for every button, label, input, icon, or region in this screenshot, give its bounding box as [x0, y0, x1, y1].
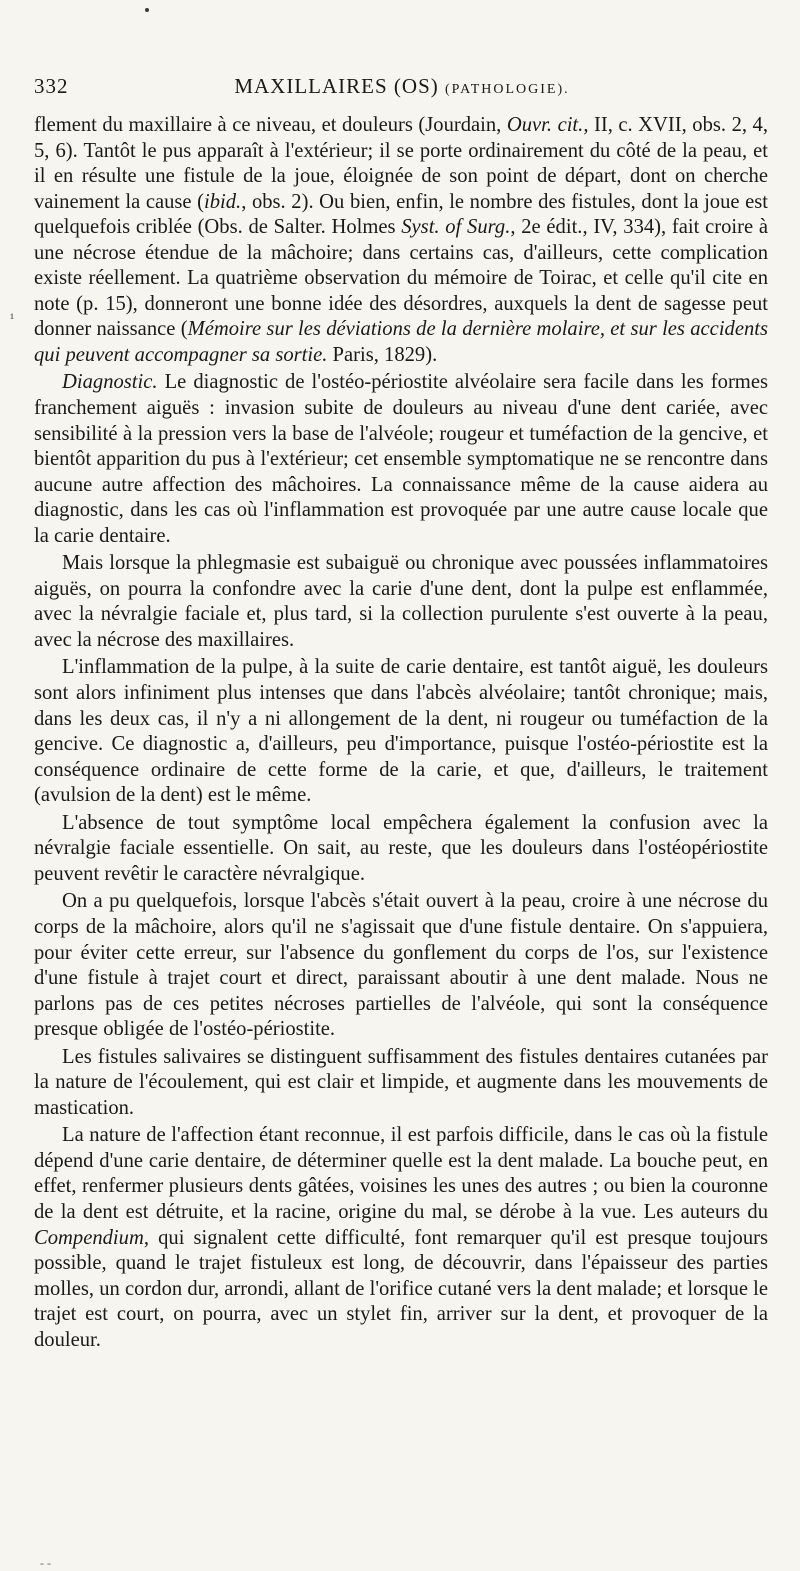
paragraph-8 [34, 1123, 768, 1353]
paragraph-3: Mais lorsque la phlegmasie est subaiguë ou chronique avec poussées inflammatoires aiguës, on pourra la confondre avec la carie d'une dent, dont la pulpe est enflammée, avec la névralgie faciale et, plus tard, si la collection purulente s'est ouverte à la peau, avec la nécrose des maxillaires. [34, 552, 768, 651]
running-title [34, 74, 770, 99]
paragraph-diagnostic [34, 370, 768, 549]
text-run: , obs. 2). Ou bien, enfin, le nombre des fistules, dont la joue est quelquefois criblée (Obs. de Salter. Holmes [34, 190, 769, 239]
text-run: , II, c. XVII, obs. 2, 4, 5, 6). Tantôt le pus apparaît à l'extérieur; il se porte ordinairement du côté de la peau, et il en résulte une fistule de la joue, éloignée de son point de départ, dont on cherche vainement la cause ( [34, 114, 769, 213]
text-run: , 2e édit., IV, 334), fait croire à une nécrose étendue de la mâchoire; dans certains cas, d'ailleurs, cette complication existe réellement. La quatrième observation du mémoire de Toirac, et celle qu'il cite en note (p. 15), donneront une bonne idée des désordres, auxquels la dent de sagesse peut donner naissance ( [34, 216, 768, 341]
paragraph-4: L'inflammation de la pulpe, à la suite de carie dentaire, est tantôt aiguë, les douleurs sont alors infiniment plus intenses que dans l'abcès alvéolaire; tantôt chronique; mais, dans les deux cas, il n'y a ni allongement de la dent, ni rougeur ou tuméfaction de la gencive. Ce diagnostic a, d'ailleurs, peu d'importance, puisque l'ostéo-périostite est la conséquence ordinaire de cette forme de la carie, et que, d'ailleurs, le traitement (avulsion de la dent) est le même. [34, 656, 768, 807]
italic-citation: Mémoire sur les déviations de la dernière molaire, et sur les accidents qui peuvent accompagner sa sortie. [34, 318, 769, 366]
text-run: flement du maxillaire à ce niveau, et douleurs (Jourdain, [34, 114, 507, 136]
italic-citation: Syst. of Surg. [401, 216, 511, 239]
bottom-mark: - - [40, 1556, 51, 1570]
paragraph-1 [34, 113, 768, 368]
paragraph-6: On a pu quelquefois, lorsque l'abcès s'était ouvert à la peau, croire à une nécrose du corps de la mâchoire, alors qu'il ne s'agissait que d'une fistule dentaire. On s'appuiera, pour éviter cette erreur, sur l'absence du gonflement du corps de l'os, sur l'existence d'une fistule à trajet court et direct, paraissant aboutir à une dent malade. Nous ne parlons pas de ces petites nécroses partielles de l'alvéole, qui sont la conséquence presque obligée de l'ostéo-périostite. [34, 890, 768, 1041]
text-run: La nature de l'affection étant reconnue, il est parfois difficile, dans le cas où la fistule dépend d'une carie dentaire, de déterminer quelle est la dent malade. La bouche peut, en effet, renfermer plusieurs dents gâtées, voisines les unes des autres ; ou bien la couronne de la dent est détruite, et la racine, origine du mal, se dérobe à la vue. Les auteurs du [34, 1124, 768, 1223]
italic-citation: Compendium [34, 1226, 144, 1249]
page-number: 332 [34, 74, 69, 98]
body-text [34, 113, 768, 1353]
running-title-main: MAXILLAIRES (OS) [234, 74, 439, 98]
ink-spot [145, 8, 149, 12]
section-heading-diagnostic: Diagnostic. [62, 371, 158, 394]
paragraph-7: Les fistules salivaires se distinguent suffisamment des fistules dentaires cutanées par la nature de l'écoulement, qui est clair et limpide, et augmente dans les mouvements de mastication. [34, 1045, 768, 1119]
italic-citation: ibid. [204, 190, 242, 213]
text-run: Le diagnostic de l'ostéo-périostite alvéolaire sera facile dans les formes franchement aiguës : invasion subite de douleurs au niveau d'une dent cariée, avec sensibilité à la pression vers la base de l'alvéole; rougeur et tuméfaction de la gencive, et bientôt apparition du pus à l'extérieur; cet ensemble symptomatique ne se rencontre dans aucune autre affection des mâchoires. La connaissance même de la cause aidera au diagnostic, dans les cas où l'inflammation est provoquée par une autre cause locale que la carie dentaire. [34, 371, 768, 547]
text-run: Paris, 1829). [327, 343, 438, 366]
paragraph-5: L'absence de tout symptôme local empêchera également la confusion avec la névralgie faciale essentielle. On sait, au reste, que les douleurs dans l'ostéopériostite peuvent revêtir le caractère névralgique. [34, 811, 768, 885]
running-title-sub: (PATHOLOGIE). [445, 82, 570, 97]
italic-citation: Ouvr. cit. [506, 114, 584, 136]
margin-mark: ¹ [10, 312, 15, 327]
page-header [34, 74, 770, 104]
text-run: , qui signalent cette difficulté, font remarquer qu'il est presque toujours possible, quand le trajet fistuleux est long, de découvrir, dans l'épaisseur des parties molles, un cordon dur, arrondi, allant de l'orifice cutané vers la dent malade; et lorsque le trajet est court, on pourra, avec un stylet fin, arriver sur la dent, et provoquer de la douleur. [34, 1226, 768, 1351]
